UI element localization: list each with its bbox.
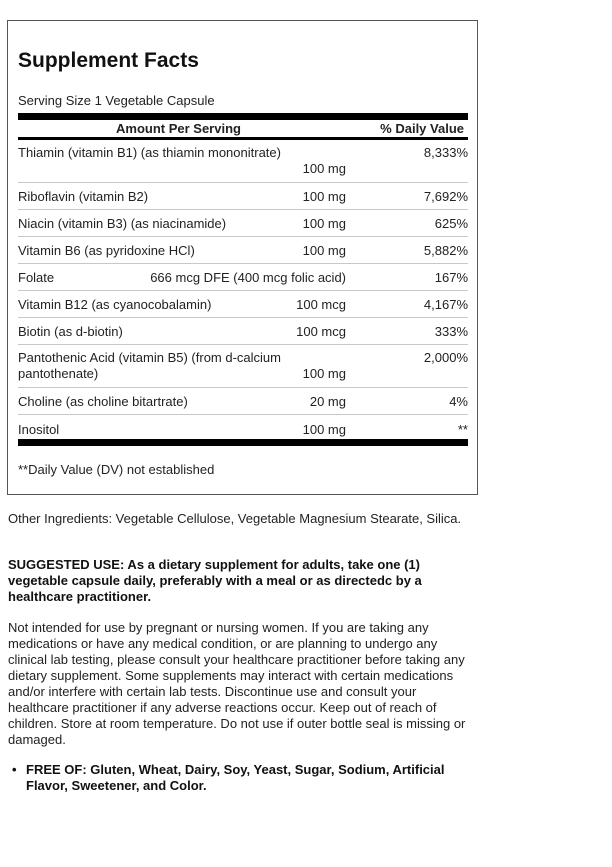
nutrient-name: Choline (as choline bitartrate)	[18, 394, 188, 409]
nutrient-amount: 100 mcg	[296, 324, 346, 339]
warning-text: Not intended for use by pregnant or nursing women. If you are taking any medications or have any medical condition, or are planning to undergo any clinical lab testing, please consult your healthcare practitioner before taking any dietary supplement. Some supplements may interact with certain medications and/or interfere with certain lab tests. Discontinue use and consult your healthcare practitioner if any adverse reactions occur. Keep out of reach of children. Store at room temperature. Do not use if outer bottle seal is missing or damaged.	[8, 620, 466, 747]
facts-rows	[18, 140, 468, 444]
nutrient-amount: 100 mcg	[296, 297, 346, 312]
nutrient-amount: 100 mg	[302, 422, 346, 437]
nutrient-amount: 100 mg	[302, 189, 346, 204]
nutrient-daily-value: 4,167%	[423, 297, 468, 312]
nutrient-amount: 100 mg	[302, 161, 346, 176]
nutrient-name: Vitamin B6 (as pyridoxine HCl)	[18, 243, 195, 258]
nutrient-daily-value: 7,692%	[423, 189, 468, 204]
facts-row-folate	[18, 264, 468, 291]
nutrient-name: Folate	[18, 270, 55, 285]
nutrient-amount: 666 mcg DFE (400 mcg folic acid)	[150, 270, 346, 285]
nutrient-name: Vitamin B12 (as cyanocobalamin)	[18, 297, 212, 312]
facts-row-vitamin-b6	[18, 237, 468, 264]
nutrient-amount: 100 mg	[302, 216, 346, 231]
nutrient-daily-value: 5,882%	[423, 243, 468, 258]
free-of-text: FREE OF: Gluten, Wheat, Dairy, Soy, Yeast, Sugar, Sodium, Artificial Flavor, Sweetener, and Color.	[26, 762, 445, 793]
facts-row-choline	[18, 388, 468, 415]
nutrient-name: Riboflavin (vitamin B2)	[18, 189, 149, 204]
nutrient-daily-value: 4%	[449, 394, 468, 409]
facts-row-biotin	[18, 318, 468, 345]
nutrient-daily-value: **	[457, 422, 468, 437]
nutrient-name-line1: Pantothenic Acid (vitamin B5) (from d-calcium	[18, 350, 281, 365]
nutrient-name: Thiamin (vitamin B1) (as thiamin mononitrate)	[18, 145, 281, 160]
dv-footnote: **Daily Value (DV) not established	[18, 462, 215, 477]
header-amount-per-serving: Amount Per Serving	[116, 121, 241, 136]
nutrient-amount: 20 mg	[309, 394, 346, 409]
facts-header-row	[18, 121, 468, 137]
serving-size: Serving Size 1 Vegetable Capsule	[18, 93, 215, 108]
nutrient-name-line2: pantothenate)	[18, 366, 99, 381]
supplement-facts-panel	[7, 20, 478, 495]
nutrient-daily-value: 2,000%	[423, 350, 468, 365]
nutrient-name: Biotin (as d-biotin)	[18, 324, 123, 339]
facts-row-riboflavin	[18, 183, 468, 210]
free-of-list-item	[12, 762, 466, 794]
top-divider	[18, 113, 468, 120]
facts-title: Supplement Facts	[18, 49, 199, 72]
facts-row-pantothenic-acid	[18, 345, 468, 388]
facts-row-vitamin-b12	[18, 291, 468, 318]
nutrient-daily-value: 333%	[434, 324, 468, 339]
bullet-icon: •	[12, 762, 17, 777]
nutrient-name: Inositol	[18, 422, 60, 437]
nutrient-amount: 100 mg	[302, 366, 346, 381]
nutrient-daily-value: 167%	[434, 270, 468, 285]
nutrient-daily-value: 8,333%	[423, 145, 468, 160]
nutrient-daily-value: 625%	[434, 216, 468, 231]
facts-row-thiamin	[18, 140, 468, 183]
facts-row-niacin	[18, 210, 468, 237]
suggested-use: SUGGESTED USE: As a dietary supplement for adults, take one (1) vegetable capsule daily, preferably with a meal or as directedc by a healthcare practitioner.	[8, 557, 422, 604]
nutrient-amount: 100 mg	[302, 243, 346, 258]
bottom-divider	[18, 439, 468, 446]
nutrient-name: Niacin (vitamin B3) (as niacinamide)	[18, 216, 227, 231]
other-ingredients: Other Ingredients: Vegetable Cellulose, Vegetable Magnesium Stearate, Silica.	[8, 511, 462, 526]
header-daily-value: % Daily Value	[380, 121, 464, 136]
